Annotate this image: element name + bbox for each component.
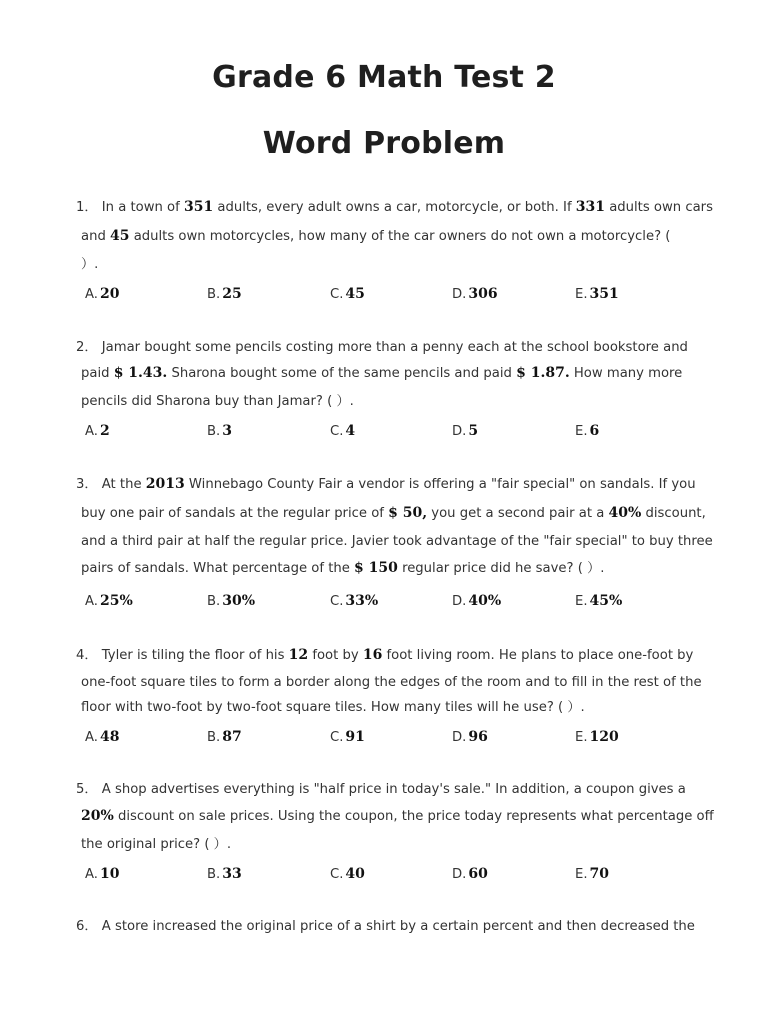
option-letter: E. [575, 424, 588, 439]
option-letter: E. [575, 594, 588, 609]
question-text-line [76, 198, 713, 217]
option-value: 33 [222, 866, 242, 882]
option-value: 30% [222, 593, 256, 609]
option-value: 33% [345, 593, 379, 609]
option-letter: D. [452, 594, 467, 609]
option-letter: E. [575, 730, 588, 745]
answer-option[interactable] [452, 728, 488, 747]
text-run: one-foot square tiles to form a border along the edges of the room and to fill in the rest of the [81, 675, 702, 690]
answer-option[interactable] [85, 285, 119, 304]
question-text-line [81, 807, 714, 826]
text-run: pairs of sandals. What percentage of the [81, 561, 355, 576]
option-value: 6 [589, 423, 600, 439]
answer-options [85, 728, 685, 748]
option-letter: C. [330, 867, 344, 882]
option-letter: D. [452, 424, 467, 439]
option-value: 306 [468, 286, 498, 302]
answer-option[interactable] [207, 728, 242, 747]
answer-option[interactable] [452, 592, 501, 611]
option-value: 48 [99, 729, 120, 745]
text-run: buy one pair of sandals at the regular price of [81, 506, 389, 521]
option-letter: D. [452, 287, 467, 302]
answer-option[interactable] [207, 592, 255, 611]
option-value: 96 [468, 729, 488, 745]
option-value: 60 [468, 866, 488, 882]
option-value: 70 [589, 866, 610, 882]
text-run: ）. [81, 257, 99, 272]
option-letter: B. [207, 867, 221, 882]
math-value: 351 [183, 199, 214, 215]
answer-option[interactable] [452, 865, 488, 884]
question-text-line [76, 781, 686, 799]
option-value: 3 [222, 423, 232, 439]
text-run: 1． In a town of [76, 200, 184, 215]
question-text-line [81, 533, 713, 551]
text-run: Sharona bought some of the same pencils and paid [167, 366, 517, 381]
option-value: 4 [345, 423, 356, 439]
answer-option[interactable] [575, 728, 619, 747]
answer-option[interactable] [85, 592, 133, 611]
answer-option[interactable] [85, 422, 110, 441]
question-text-line [81, 504, 706, 523]
text-run: 5． A shop advertises everything is "half price in today's sale." In addition, a coupon gives a [76, 782, 686, 797]
option-letter: A. [85, 424, 98, 439]
text-run: floor with two-foot by two-foot square tiles. How many tiles will he use? ( ）. [81, 700, 585, 715]
answer-option[interactable] [330, 865, 365, 884]
answer-option[interactable] [575, 422, 599, 441]
answer-options [85, 285, 685, 305]
answer-option[interactable] [330, 728, 365, 747]
answer-option[interactable] [575, 285, 619, 304]
text-run: and a third pair at half the regular price. Javier took advantage of the "fair special" to buy three [81, 534, 713, 549]
text-run: pencils did Sharona buy than Jamar? ( ）. [81, 394, 354, 409]
answer-option[interactable] [575, 592, 622, 611]
answer-option[interactable] [330, 422, 355, 441]
math-value: 2013 [145, 476, 185, 492]
option-letter: D. [452, 730, 467, 745]
option-value: 45 [345, 286, 365, 302]
math-value: $ 1.87. [516, 365, 570, 381]
option-letter: B. [207, 730, 221, 745]
option-letter: E. [575, 867, 588, 882]
option-letter: C. [330, 730, 344, 745]
text-run: How many more [569, 366, 683, 381]
option-letter: A. [85, 287, 98, 302]
answer-option[interactable] [85, 865, 119, 884]
math-value: $ 150 [354, 560, 398, 576]
question-text-line [81, 256, 98, 274]
math-value: 20% [81, 808, 114, 824]
question-text-line [81, 559, 604, 578]
text-run: foot by [308, 648, 363, 663]
option-value: 2 [99, 423, 110, 439]
answer-options [85, 422, 685, 442]
answer-option[interactable] [452, 422, 478, 441]
text-run: you get a second pair at a [427, 506, 609, 521]
option-value: 120 [589, 729, 619, 745]
option-letter: C. [330, 287, 344, 302]
text-run: foot living room. He plans to place one-foot by [382, 648, 694, 663]
option-value: 20 [99, 286, 120, 302]
option-letter: B. [207, 594, 221, 609]
text-run: paid [81, 366, 114, 381]
option-value: 87 [222, 729, 242, 745]
answer-option[interactable] [85, 728, 119, 747]
text-run: 4． Tyler is tiling the floor of his [76, 648, 289, 663]
answer-option[interactable] [452, 285, 498, 304]
question-text-line [76, 646, 693, 665]
math-value: 16 [362, 647, 383, 663]
question-text-line [81, 393, 354, 411]
option-letter: A. [85, 867, 98, 882]
math-value: 40% [608, 505, 642, 521]
option-letter: C. [330, 594, 344, 609]
option-letter: A. [85, 730, 98, 745]
option-letter: B. [207, 424, 221, 439]
text-run: the original price? ( ）. [81, 837, 232, 852]
math-value: 331 [575, 199, 606, 215]
text-run: 3． At the [76, 477, 146, 492]
answer-option[interactable] [330, 285, 365, 304]
question-text-line [81, 674, 702, 692]
text-run: and [81, 229, 111, 244]
question-text-line [81, 227, 670, 246]
text-run: Winnebago County Fair a vendor is offering a "fair special" on sandals. If you [184, 477, 696, 492]
page-subtitle: Word Problem [262, 126, 506, 161]
answer-options [85, 865, 685, 885]
answer-option[interactable] [207, 285, 242, 304]
option-letter: C. [330, 424, 344, 439]
answer-option[interactable] [207, 865, 242, 884]
question-text-line [76, 918, 695, 936]
option-value: 40 [345, 866, 365, 882]
text-run: adults own cars [605, 200, 713, 215]
text-run: adults own motorcycles, how many of the car owners do not own a motorcycle? ( [129, 229, 671, 244]
question-text-line [81, 364, 682, 383]
math-value: 45 [110, 228, 130, 244]
math-value: $ 50, [388, 505, 428, 521]
answer-option[interactable] [207, 422, 232, 441]
option-letter: B. [207, 287, 221, 302]
option-letter: A. [85, 594, 98, 609]
option-value: 25% [99, 593, 133, 609]
answer-option[interactable] [575, 865, 609, 884]
option-value: 45% [589, 593, 623, 609]
page-title: Grade 6 Math Test 2 [212, 60, 556, 95]
option-value: 25 [222, 286, 242, 302]
option-letter: D. [452, 867, 467, 882]
text-run: 6． A store increased the original price of a shirt by a certain percent and then decreased the [76, 919, 695, 934]
option-letter: E. [575, 287, 588, 302]
text-run: discount, [641, 506, 706, 521]
text-run: 2． Jamar bought some pencils costing more than a penny each at the school bookstore and [76, 340, 688, 355]
math-value: $ 1.43. [113, 365, 168, 381]
option-value: 91 [345, 729, 365, 745]
option-value: 351 [589, 286, 619, 302]
option-value: 5 [468, 423, 479, 439]
answer-options [85, 592, 685, 612]
option-value: 10 [99, 866, 120, 882]
text-run: discount on sale prices. Using the coupon, the price today represents what percentage off [113, 809, 714, 824]
text-run: regular price did he save? ( ）. [397, 561, 605, 576]
question-text-line [81, 699, 585, 717]
question-text-line [81, 836, 231, 854]
option-value: 40% [468, 593, 502, 609]
text-run: adults, every adult owns a car, motorcycle, or both. If [213, 200, 576, 215]
question-text-line [76, 339, 688, 357]
question-text-line [76, 475, 696, 494]
answer-option[interactable] [330, 592, 378, 611]
math-value: 12 [288, 647, 309, 663]
